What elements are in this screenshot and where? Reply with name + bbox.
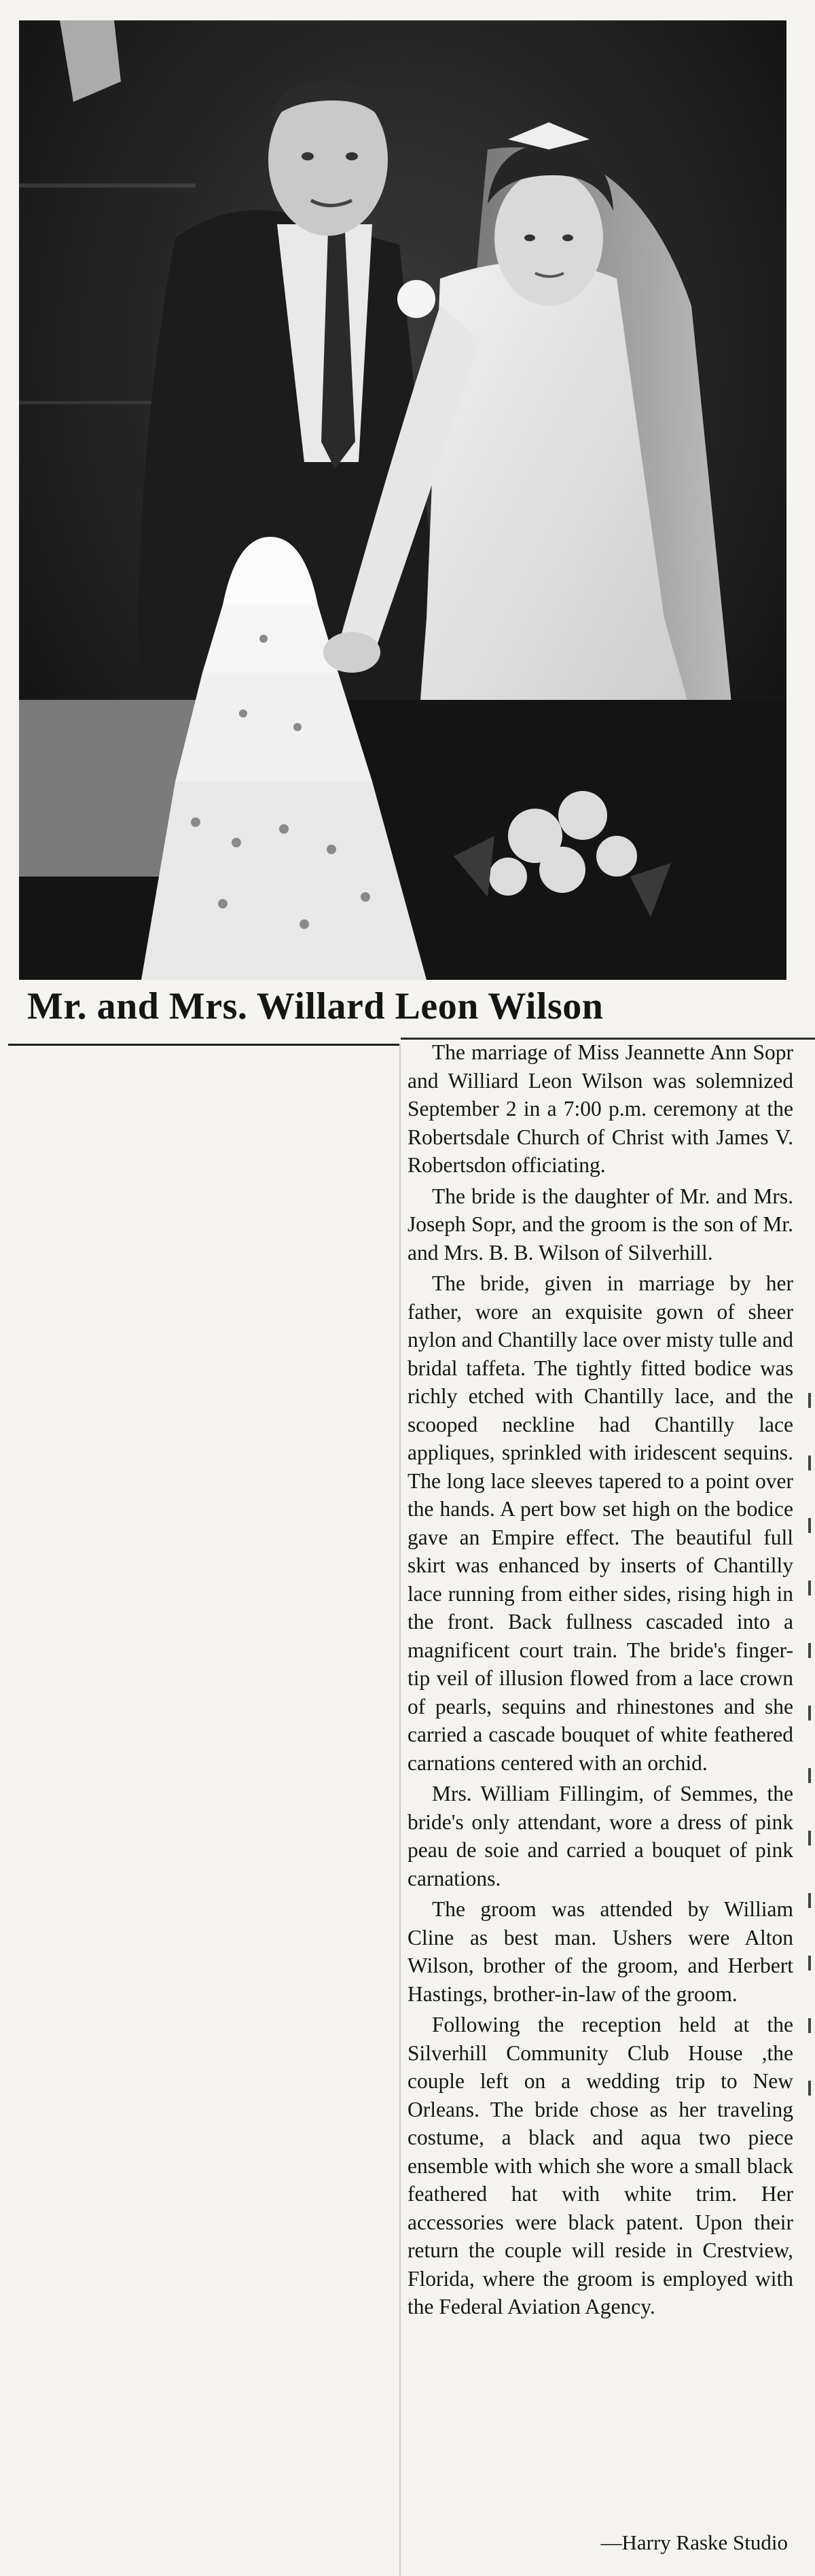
wedding-photo [19,20,786,980]
article-paragraph: The marriage of Miss Jeannette Ann Sopr and Williard Leon Wilson was solemnized September 2 in a 7:00 p.m. ceremony at the Robertsdale Church of Christ with James V. Robertsdon officiating. [408,1040,793,1177]
article-paragraph: The bride, given in marriage by her father, wore an exquisite gown of sheer nylon and Chantilly lace over misty tulle and bridal taffeta. The tightly fitted bodice was richly etched with Chantilly lace, and the scooped neckline had Chantilly lace appliques, sprinkled with iridescent sequins. The long lace sleeves tapered to a point over the hands. A pert bow set high on the bodice gave an Empire effect. The beautiful full skirt was enhanced by inserts of Chantilly lace running from either sides, rising high in the front. Back fullness cascaded into a magnificent court train. The bride's finger-tip veil of illusion flowed from a lace crown of pearls, sequins and rhinestones and she carried a cascade bouquet of white feathered carnations centered with an orchid. [408,1271,793,1775]
article-paragraph: Following the reception held at the Silverhill Community Club House ,the couple left on a wedding trip to New Orleans. The bride chose as her traveling costume, a black and aqua two piece ensemble with which she wore a small black feathered hat with white trim. Her accessories were black patent. Upon their return the couple will reside in Crestview, Florida, where the groom is employed with the Federal Aviation Agency. [408,2013,793,2318]
wedding-photo-illustration [19,20,786,980]
article-paragraph: The bride is the daughter of Mr. and Mrs. Joseph Sopr, and the groom is the son of Mr. and Mrs. B. B. Wilson of Silverhill. [408,1184,793,1265]
column-divider [399,1044,401,2576]
photo-caption: Mr. and Mrs. Willard Leon Wilson [27,985,604,1027]
article-paragraph: Mrs. William Fillingim, of Semmes, the bride's only attendant, wore a dress of pink peau de soie and carried a bouquet of pink carnations. [408,1782,793,1890]
photo-credit: —Harry Raske Studio [600,2530,788,2554]
article-body [408,1038,793,2324]
article-paragraph: The groom was attended by William Cline as best man. Ushers were Alton Wilson, brother of the groom, and Herbert Hastings, brother-in-law of the groom. [408,1897,793,2006]
adjacent-column-edge [808,1393,812,2480]
caption-rule-left [8,1044,401,1046]
